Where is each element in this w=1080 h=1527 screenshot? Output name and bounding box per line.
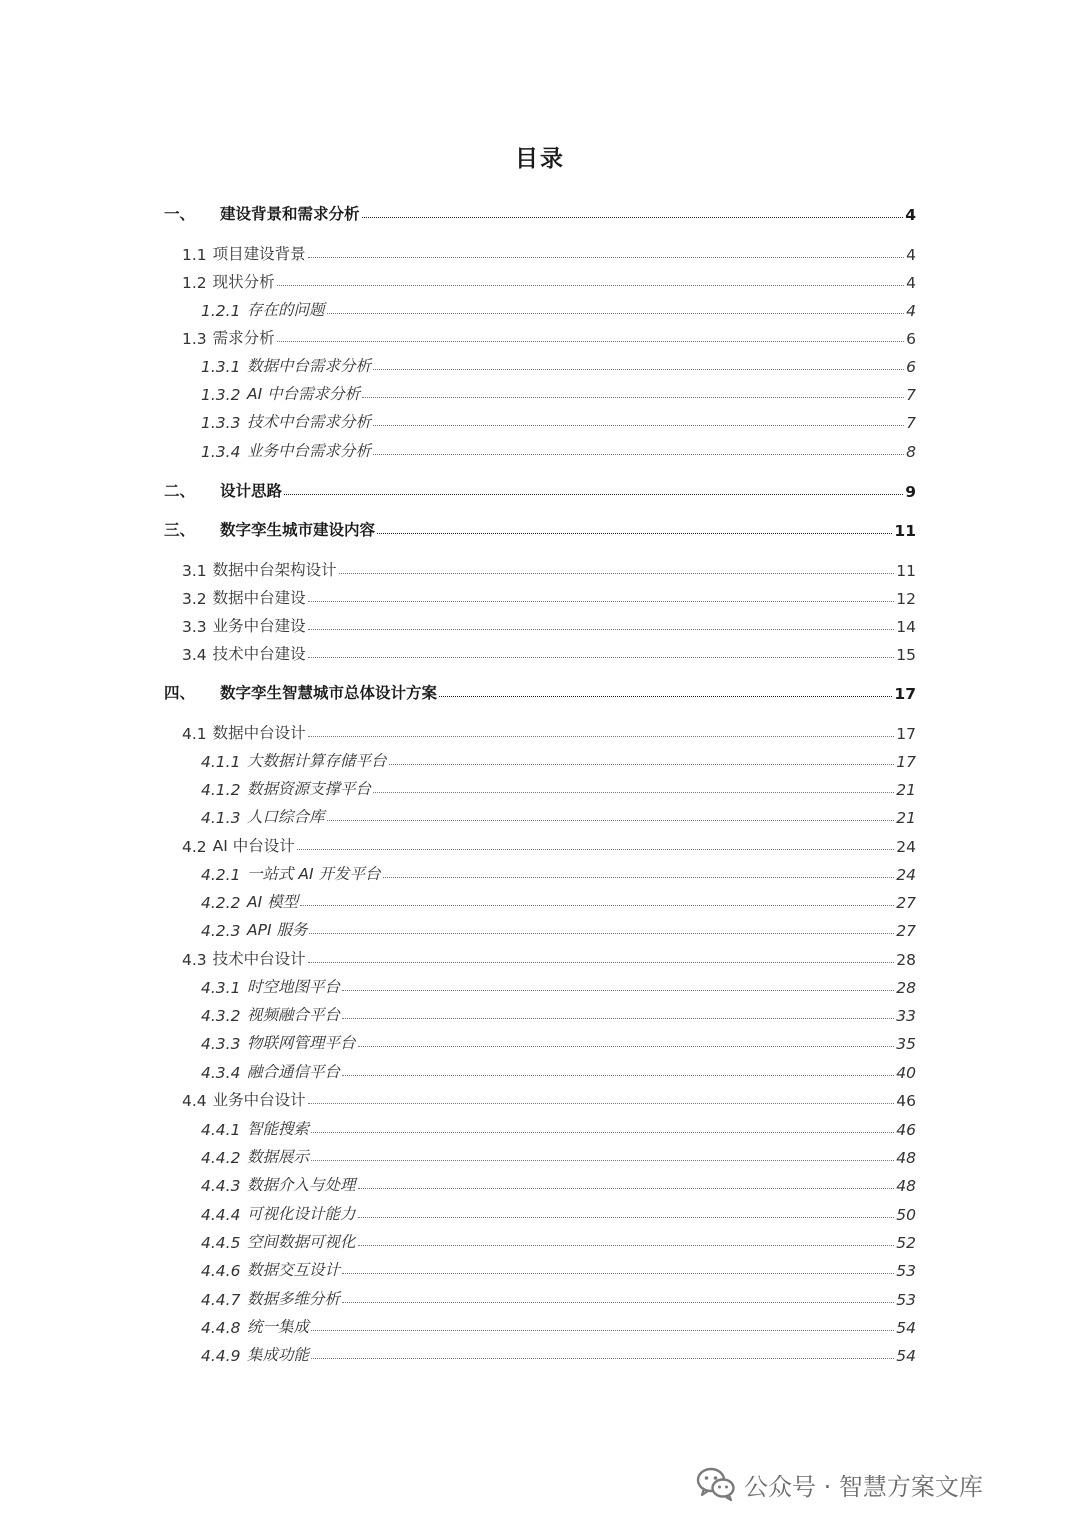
toc-entry-label: AI 模型 (247, 893, 299, 911)
page-title: 目录 (515, 146, 565, 172)
toc-entry-label: 人口综合库 (247, 808, 325, 826)
toc-entry-number: 4.4 (182, 1092, 207, 1110)
toc-entry-number: 1.3 (182, 330, 207, 348)
toc-entry-number: 一、 (164, 205, 196, 223)
toc-entry-label: 统一集成 (247, 1318, 310, 1336)
toc-entry-number: 3.1 (182, 562, 207, 580)
toc-entry-number: 三、 (164, 521, 196, 539)
toc-entry-number: 1.2.1 (201, 302, 241, 320)
toc-entry-number: 4.4.3 (201, 1177, 241, 1195)
dot-leader (342, 1273, 894, 1274)
toc-entry-label: 数据中台需求分析 (247, 357, 372, 375)
toc-entry-number: 4.3.1 (201, 979, 241, 997)
toc-entry[interactable] (164, 477, 916, 501)
toc-entry-number: 1.1 (182, 246, 207, 264)
toc-entry-number: 4.2.1 (201, 866, 241, 884)
toc-entry-number: 4.4.2 (201, 1149, 241, 1167)
watermark-text: 公众号 · 智慧方案文库 (744, 1472, 983, 1501)
toc-entry-page: 17 (894, 685, 916, 703)
toc-entry-label: 需求分析 (212, 329, 275, 347)
dot-leader (308, 257, 904, 258)
toc-entry[interactable] (201, 1058, 916, 1082)
toc-entry-page: 8 (906, 443, 916, 461)
toc-entry-number: 4.3.2 (201, 1007, 241, 1025)
dot-leader (277, 341, 904, 342)
dot-leader (339, 573, 895, 574)
toc-entry-number: 4.3 (182, 951, 207, 969)
toc-entry-label: 数据中台架构设计 (212, 561, 337, 579)
toc-entry-label: 项目建设背景 (212, 245, 306, 263)
toc-entry-page: 54 (896, 1347, 916, 1365)
toc-entry-label: AI 中台设计 (212, 837, 295, 855)
toc-entry-page: 52 (896, 1234, 916, 1252)
toc-entry[interactable] (201, 1143, 916, 1167)
toc-entry-label: 数据交互设计 (247, 1261, 341, 1279)
toc-entry-page: 48 (896, 1177, 916, 1195)
dot-leader (342, 1075, 894, 1076)
toc-entry[interactable] (182, 1086, 916, 1110)
toc-entry-label: 技术中台需求分析 (247, 413, 372, 431)
toc-entry-number: 4.3.3 (201, 1035, 241, 1053)
toc-entry-label: 业务中台设计 (212, 1091, 306, 1109)
toc-entry-label: 存在的问题 (247, 301, 325, 319)
toc-entry-number: 4.1.1 (201, 753, 241, 771)
toc-entry[interactable] (201, 1029, 916, 1053)
watermark (696, 1462, 983, 1506)
dot-leader (308, 629, 895, 630)
toc-entry-page: 46 (896, 1092, 916, 1110)
toc-entry-label: 业务中台需求分析 (247, 442, 372, 460)
toc-entry-number: 4.2 (182, 838, 207, 856)
toc-entry-page: 7 (906, 386, 916, 404)
toc-entry-number: 4.1 (182, 725, 207, 743)
toc-entry-number: 1.3.4 (201, 443, 241, 461)
dot-leader (327, 313, 905, 314)
toc-entry[interactable] (201, 1341, 916, 1365)
toc-entry[interactable] (201, 1256, 916, 1280)
dot-leader (362, 397, 904, 398)
toc-entry-page: 4 (906, 246, 916, 264)
dot-leader (308, 736, 895, 737)
toc-entry-page: 53 (896, 1262, 916, 1280)
toc-entry-label: 技术中台建设 (212, 645, 306, 663)
toc-entry-number: 四、 (164, 684, 196, 702)
toc-entry-page: 48 (896, 1149, 916, 1167)
toc-entry[interactable] (201, 916, 916, 940)
toc-entry-label: 数字孪生智慧城市总体设计方案 (220, 684, 438, 702)
dot-leader (377, 533, 892, 534)
toc-entry[interactable] (182, 268, 916, 292)
toc-entry[interactable] (164, 516, 916, 540)
dot-leader (311, 1132, 894, 1133)
toc-entry-page: 6 (906, 358, 916, 376)
toc-entry-page: 24 (896, 838, 916, 856)
toc-entry-number: 4.1.3 (201, 809, 241, 827)
dot-leader (389, 764, 895, 765)
dot-leader (373, 425, 904, 426)
wechat-icon (696, 1466, 736, 1502)
toc-entry-label: 数据展示 (247, 1148, 310, 1166)
dot-leader (373, 792, 894, 793)
toc-entry-label: 数字孪生城市建设内容 (220, 521, 376, 539)
toc-entry-number: 4.4.1 (201, 1121, 241, 1139)
toc-entry[interactable] (182, 240, 916, 264)
toc-entry-page: 54 (896, 1319, 916, 1337)
dot-leader (373, 369, 904, 370)
toc-entry-label: API 服务 (247, 921, 308, 939)
toc-entry-label: 智能搜索 (247, 1120, 310, 1138)
toc-entry[interactable] (182, 584, 916, 608)
toc-entry[interactable] (201, 888, 916, 912)
toc-entry-page: 24 (896, 866, 916, 884)
toc-entry-page: 12 (896, 590, 916, 608)
toc-entry-label: 建设背景和需求分析 (220, 205, 360, 223)
toc-entry-label: 集成功能 (247, 1346, 310, 1364)
toc-entry[interactable] (201, 803, 916, 827)
toc-entry-page: 17 (896, 725, 916, 743)
toc-entry[interactable] (201, 1285, 916, 1309)
toc-entry-page: 11 (896, 562, 916, 580)
toc-entry-number: 1.3.3 (201, 414, 241, 432)
toc-entry-page: 35 (896, 1035, 916, 1053)
dot-leader (308, 1103, 895, 1104)
toc-entry-label: 大数据计算存储平台 (247, 752, 387, 770)
dot-leader (308, 962, 895, 963)
dot-leader (277, 285, 904, 286)
toc-entry-page: 33 (896, 1007, 916, 1025)
toc-entry-label: 时空地图平台 (247, 978, 341, 996)
toc-entry[interactable] (201, 1171, 916, 1195)
toc-entry[interactable] (164, 679, 916, 703)
toc-entry-label: 数据多维分析 (247, 1290, 341, 1308)
toc-entry-number: 4.3.4 (201, 1064, 241, 1082)
toc-entry-label: 视频融合平台 (247, 1006, 341, 1024)
toc-entry-label: 业务中台建设 (212, 617, 306, 635)
toc-entry[interactable] (201, 352, 916, 376)
toc-entry-number: 1.3.2 (201, 386, 241, 404)
toc-entry-number: 1.2 (182, 274, 207, 292)
toc-entry-page: 40 (896, 1064, 916, 1082)
toc-entry-label: 技术中台设计 (212, 950, 306, 968)
dot-leader (358, 1188, 895, 1189)
toc-entry[interactable] (201, 296, 916, 320)
toc-entry-number: 1.3.1 (201, 358, 241, 376)
dot-leader (309, 933, 894, 934)
toc-entry-number: 4.2.3 (201, 922, 241, 940)
toc-entry-label: 空间数据可视化 (247, 1233, 356, 1251)
toc-entry-page: 9 (905, 483, 916, 501)
toc-entry[interactable] (182, 556, 916, 580)
dot-leader (308, 601, 895, 602)
toc-entry-number: 4.4.8 (201, 1319, 241, 1337)
toc-entry-page: 7 (906, 414, 916, 432)
toc-entry-label: 一站式 AI 开发平台 (247, 865, 381, 883)
toc-entry-label: 物联网管理平台 (247, 1034, 356, 1052)
dot-leader (311, 1160, 894, 1161)
dot-leader (383, 877, 895, 878)
dot-leader (327, 820, 895, 821)
toc-entry-label: 数据资源支撑平台 (247, 780, 372, 798)
toc-entry-page: 27 (896, 922, 916, 940)
toc-entry-page: 28 (896, 979, 916, 997)
toc-entry-number: 4.4.5 (201, 1234, 241, 1252)
toc-entry-page: 21 (896, 809, 916, 827)
toc-entry-page: 15 (896, 646, 916, 664)
toc-entry[interactable] (201, 860, 916, 884)
dot-leader (284, 494, 903, 495)
toc-entry[interactable] (182, 640, 916, 664)
toc-entry-page: 28 (896, 951, 916, 969)
toc-entry[interactable] (201, 1115, 916, 1139)
toc-entry-number: 4.2.2 (201, 894, 241, 912)
toc-entry[interactable] (182, 612, 916, 636)
toc-entry[interactable] (201, 380, 916, 404)
dot-leader (362, 217, 904, 218)
toc-entry[interactable] (201, 408, 916, 432)
dot-leader (342, 1302, 894, 1303)
toc-entry[interactable] (182, 945, 916, 969)
toc-entry-page: 50 (896, 1206, 916, 1224)
dot-leader (439, 696, 892, 697)
toc-entry-number: 4.1.2 (201, 781, 241, 799)
dot-leader (373, 454, 904, 455)
toc-entry-page: 21 (896, 781, 916, 799)
dot-leader (300, 905, 894, 906)
dot-leader (311, 1330, 894, 1331)
toc-entry[interactable] (201, 747, 916, 771)
toc-entry[interactable] (201, 1228, 916, 1252)
dot-leader (358, 1245, 895, 1246)
toc-entry-page: 27 (896, 894, 916, 912)
dot-leader (358, 1046, 895, 1047)
toc-entry[interactable] (201, 775, 916, 799)
toc-entry-number: 4.4.9 (201, 1347, 241, 1365)
toc-entry-label: 数据中台设计 (212, 724, 306, 742)
dot-leader (342, 990, 894, 991)
dot-leader (342, 1018, 894, 1019)
toc-entry-label: AI 中台需求分析 (247, 385, 361, 403)
toc-entry-number: 二、 (164, 482, 196, 500)
dot-leader (311, 1358, 894, 1359)
toc-entry-label: 设计思路 (220, 482, 283, 500)
toc-entry-label: 数据中台建设 (212, 589, 306, 607)
toc-entry-label: 融合通信平台 (247, 1063, 341, 1081)
dot-leader (297, 849, 895, 850)
toc-entry-page: 53 (896, 1291, 916, 1309)
toc-entry[interactable] (182, 324, 916, 348)
toc-entry-page: 4 (905, 206, 916, 224)
dot-leader (358, 1217, 895, 1218)
toc-entry[interactable] (201, 1313, 916, 1337)
toc-entry-page: 4 (906, 274, 916, 292)
toc-entry[interactable] (164, 200, 916, 224)
toc-entry-number: 3.4 (182, 646, 207, 664)
toc-entry-page: 46 (896, 1121, 916, 1139)
toc-entry-page: 6 (906, 330, 916, 348)
toc-entry[interactable] (201, 1200, 916, 1224)
toc-entry-number: 4.4.6 (201, 1262, 241, 1280)
toc-entry-number: 4.4.4 (201, 1206, 241, 1224)
toc-entry-label: 数据介入与处理 (247, 1176, 356, 1194)
dot-leader (308, 657, 895, 658)
toc-entry[interactable] (182, 832, 916, 856)
toc-entry-page: 17 (896, 753, 916, 771)
toc-entry-number: 3.3 (182, 618, 207, 636)
toc-entry[interactable] (201, 437, 916, 461)
toc-entry[interactable] (201, 1001, 916, 1025)
toc-entry[interactable] (182, 719, 916, 743)
toc-entry-page: 4 (906, 302, 916, 320)
toc-entry-page: 14 (896, 618, 916, 636)
toc-entry-label: 可视化设计能力 (247, 1205, 356, 1223)
toc-entry-number: 4.4.7 (201, 1291, 241, 1309)
toc-entry-number: 3.2 (182, 590, 207, 608)
toc-entry-label: 现状分析 (212, 273, 275, 291)
toc-entry[interactable] (201, 973, 916, 997)
toc-entry-page: 11 (894, 522, 916, 540)
